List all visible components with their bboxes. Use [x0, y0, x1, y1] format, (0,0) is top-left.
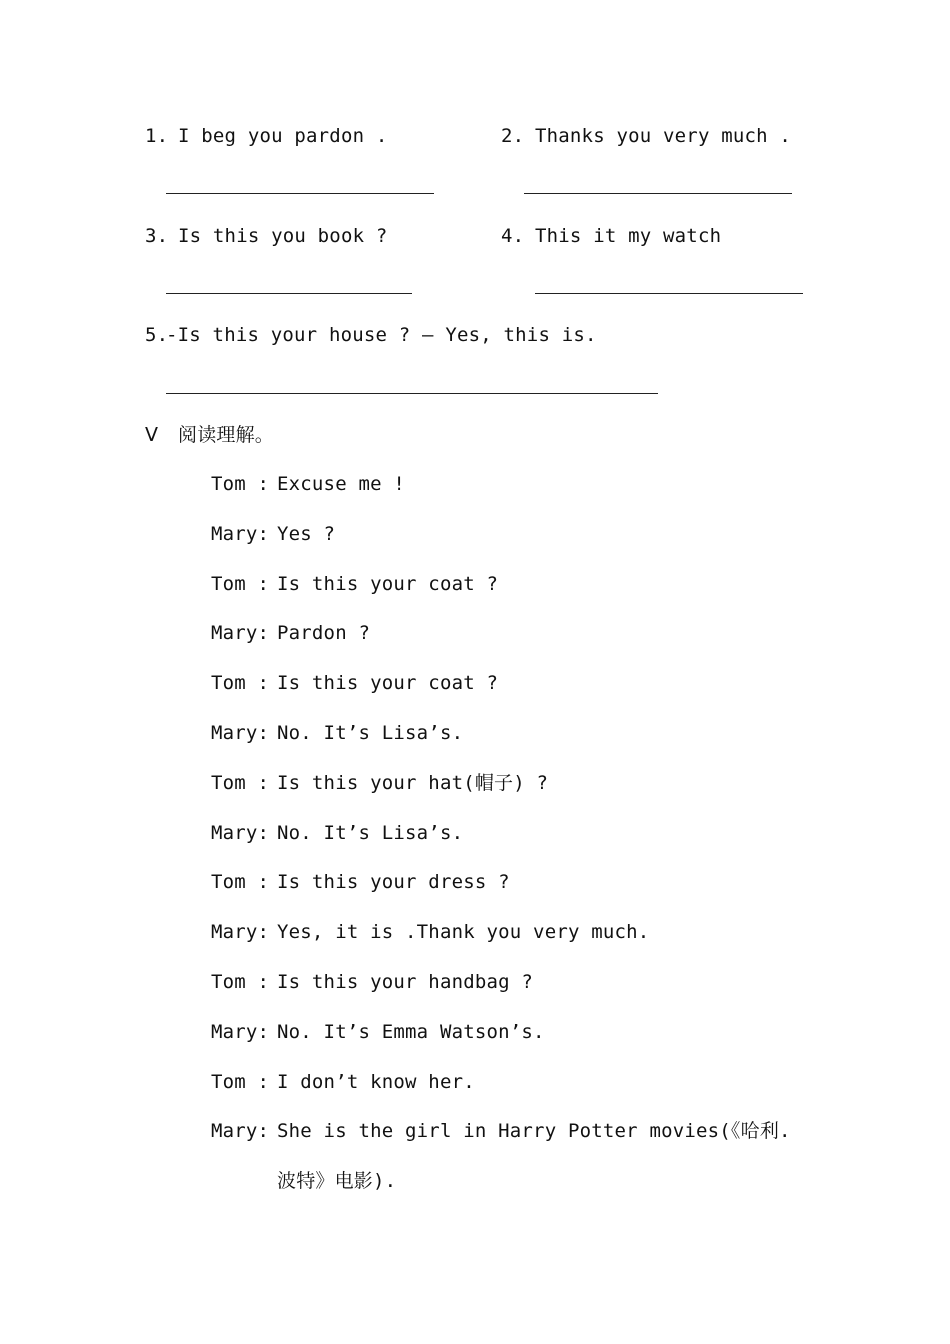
section-title: 阅读理解。: [178, 424, 275, 446]
item-number: 5.: [145, 324, 169, 346]
item-number: 1.: [145, 125, 169, 147]
answer-blank: [166, 193, 434, 194]
speaker-label: Mary:: [211, 523, 270, 545]
speaker-label: Tom :: [211, 573, 270, 595]
answer-blank: [535, 293, 803, 294]
speaker-label: Tom :: [211, 672, 270, 694]
speech-text: Excuse me !: [277, 473, 406, 495]
speech-text: Is this your dress ?: [277, 871, 510, 893]
speech-text: 波特》电影).: [277, 1170, 397, 1192]
speaker-label: Mary:: [211, 722, 270, 744]
speaker-label: Tom :: [211, 473, 270, 495]
answer-blank: [166, 293, 412, 294]
speaker-label: Tom :: [211, 871, 270, 893]
speech-text: No. It’s Lisa’s.: [277, 822, 464, 844]
section-numeral: Ⅴ: [145, 424, 159, 446]
speech-text: She is the girl in Harry Potter movies(《哈利.: [277, 1120, 791, 1142]
speech-text: Is this your handbag ?: [277, 971, 534, 993]
speech-text: I don’t know her.: [277, 1071, 475, 1093]
speech-text: Pardon ?: [277, 622, 371, 644]
speech-text: Is this your coat ?: [277, 573, 499, 595]
item-number: 3.: [145, 225, 169, 247]
speaker-label: Tom :: [211, 1071, 270, 1093]
speaker-label: Tom :: [211, 772, 270, 794]
item-sentence: This it my watch: [535, 225, 722, 247]
speaker-label: Mary:: [211, 822, 270, 844]
speaker-label: Mary:: [211, 1021, 270, 1043]
item-sentence: Is this you book ?: [178, 225, 388, 247]
item-sentence: -Is this your house ? – Yes, this is.: [166, 324, 597, 346]
speaker-label: Mary:: [211, 1120, 270, 1142]
item-sentence: Thanks you very much .: [535, 125, 792, 147]
item-sentence: I beg you pardon .: [178, 125, 388, 147]
speech-text: No. It’s Emma Watson’s.: [277, 1021, 545, 1043]
speaker-label: Tom :: [211, 971, 270, 993]
speaker-label: Mary:: [211, 921, 270, 943]
speaker-label: Mary:: [211, 622, 270, 644]
speech-text: Is this your hat(帽子) ?: [277, 772, 549, 794]
speech-text: No. It’s Lisa’s.: [277, 722, 464, 744]
speech-text: Yes, it is .Thank you very much.: [277, 921, 650, 943]
speech-text: Yes ?: [277, 523, 336, 545]
speech-text: Is this your coat ?: [277, 672, 499, 694]
item-number: 2.: [501, 125, 525, 147]
answer-blank: [524, 193, 792, 194]
answer-blank: [166, 393, 658, 394]
item-number: 4.: [501, 225, 525, 247]
